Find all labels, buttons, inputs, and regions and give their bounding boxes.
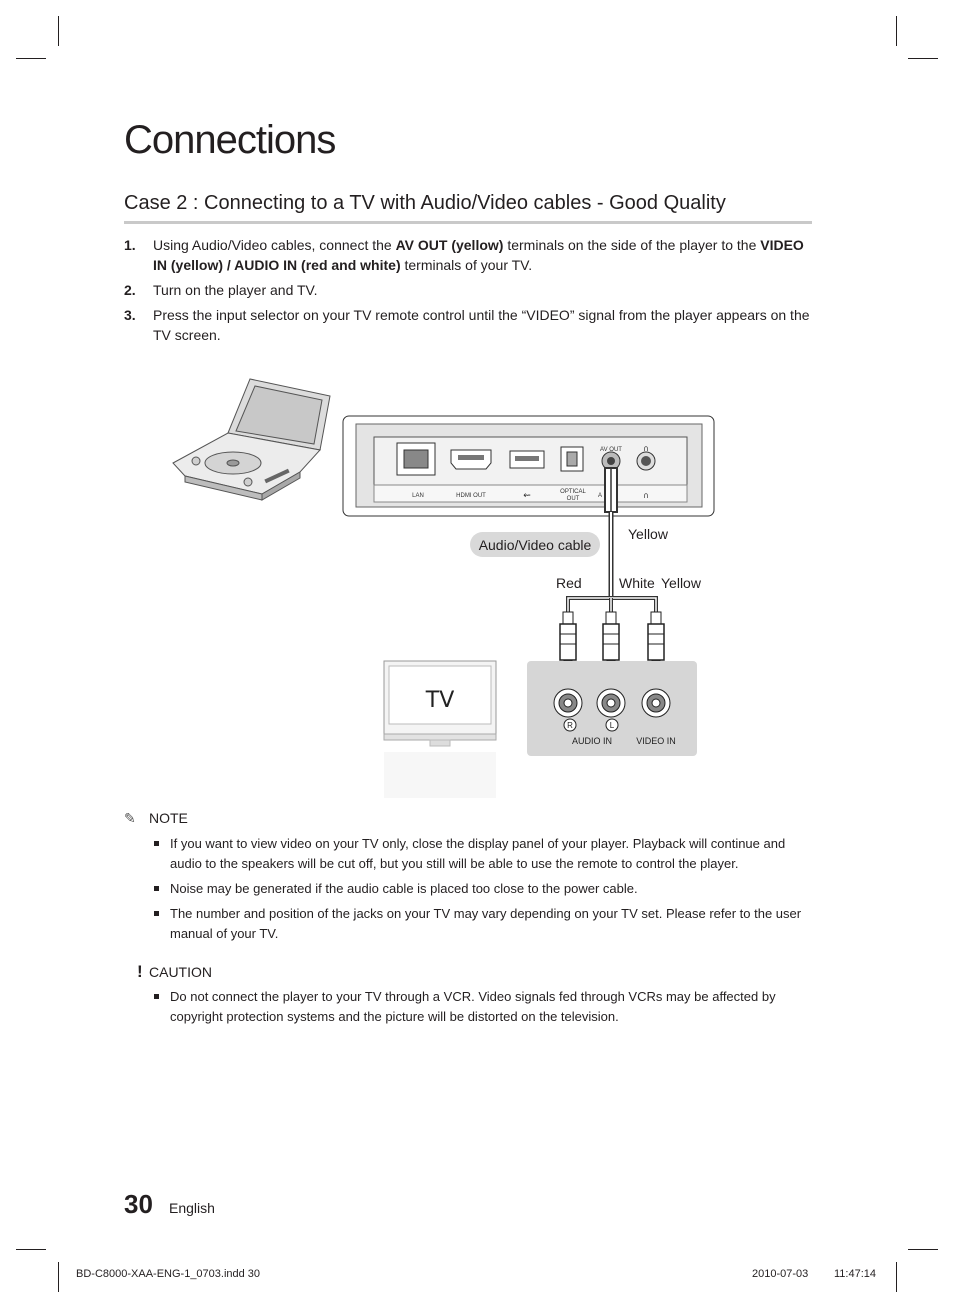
slug-file: BD-C8000-XAA-ENG-1_0703.indd 30 bbox=[76, 1268, 261, 1280]
note-list bbox=[152, 834, 814, 949]
page-number: 30 bbox=[124, 1189, 153, 1219]
step-number: 2. bbox=[124, 282, 136, 298]
caution-item bbox=[152, 987, 814, 1027]
caution-text: Do not connect the player to your TV through a VCR. Video signals fed through VCRs may be affected by copyright protection systems and the picture will be distorted on the television. bbox=[170, 989, 776, 1024]
crop-mark bbox=[58, 16, 59, 46]
video-in-label: VIDEO IN bbox=[636, 736, 676, 746]
crop-mark bbox=[16, 58, 46, 59]
caution-heading bbox=[124, 962, 212, 982]
red-label: Red bbox=[556, 575, 582, 591]
step-number: 1. bbox=[124, 237, 136, 253]
av-partial-label: A bbox=[597, 493, 603, 499]
crop-mark bbox=[16, 1249, 46, 1250]
left-channel-mark: L bbox=[609, 721, 615, 730]
step-bold-text: AV OUT (yellow) bbox=[395, 237, 504, 253]
port-label: HDMI OUT bbox=[456, 493, 486, 499]
yellow-label: Yellow bbox=[661, 575, 701, 591]
note-text: If you want to view video on your TV only, close the display panel of your player. Playback will continue and audio to the speakers will be cut off, but you still will be able to use the remote to control the player. bbox=[170, 836, 786, 871]
instruction-steps bbox=[124, 235, 814, 350]
step-2 bbox=[124, 280, 814, 300]
crop-mark bbox=[908, 1249, 938, 1250]
caution-list bbox=[152, 987, 814, 1032]
av-out-label: AV OUT bbox=[600, 447, 622, 453]
connection-diagram bbox=[0, 360, 954, 810]
crop-mark bbox=[896, 1262, 897, 1292]
note-heading bbox=[124, 810, 188, 827]
note-title: NOTE bbox=[149, 810, 188, 826]
step-text: Turn on the player and TV. bbox=[153, 282, 318, 298]
port-label: LAN bbox=[412, 493, 424, 499]
step-text: terminals on the side of the player to the bbox=[503, 237, 761, 253]
headphone-icon: ∩ bbox=[643, 491, 649, 500]
step-number: 3. bbox=[124, 307, 136, 323]
note-item bbox=[152, 904, 814, 944]
step-text: Press the input selector on your TV remote control until the “VIDEO” signal from the player appears on the TV screen. bbox=[153, 307, 810, 343]
section-title: Case 2 : Connecting to a TV with Audio/Video cables - Good Quality bbox=[124, 192, 812, 224]
step-3 bbox=[124, 305, 814, 345]
portable-player-illustration bbox=[173, 379, 330, 500]
slug-date: 2010-07-03 bbox=[752, 1268, 809, 1280]
note-text: The number and position of the jacks on your TV may vary depending on your TV set. Please refer to the user manual of your TV. bbox=[170, 906, 802, 941]
step-text: terminals of your TV. bbox=[400, 257, 533, 273]
yellow-label-top: Yellow bbox=[628, 526, 668, 542]
slug-time: 11:47:14 bbox=[834, 1268, 877, 1280]
step-bold-text: VIDEO IN (yellow) / AUDIO IN (red and white) bbox=[153, 237, 804, 273]
exclamation-icon: ! bbox=[137, 962, 143, 981]
audio-video-cable-label: Audio/Video cable bbox=[470, 532, 600, 557]
player-rear-panel bbox=[343, 416, 714, 516]
note-item bbox=[152, 834, 814, 874]
crop-mark bbox=[58, 1262, 59, 1292]
note-text: Noise may be generated if the audio cable is placed too close to the power cable. bbox=[170, 881, 638, 896]
pencil-icon: ✎ bbox=[124, 810, 136, 826]
note-item bbox=[152, 879, 814, 899]
right-channel-mark: R bbox=[567, 721, 573, 730]
step-text: Using Audio/Video cables, connect the bbox=[153, 237, 396, 253]
tv-label: TV bbox=[425, 688, 455, 713]
tv-illustration bbox=[384, 661, 496, 798]
port-label: OUT bbox=[566, 496, 580, 502]
page-language: English bbox=[169, 1200, 215, 1216]
chapter-title: Connections bbox=[124, 118, 336, 162]
tv-input-panel bbox=[527, 661, 697, 756]
audio-in-label: AUDIO IN bbox=[571, 736, 613, 746]
crop-mark bbox=[908, 58, 938, 59]
port-label: OPTICAL bbox=[560, 489, 586, 495]
headphone-icon: ∩ bbox=[643, 444, 649, 453]
crop-mark bbox=[896, 16, 897, 46]
caution-title: CAUTION bbox=[149, 964, 212, 980]
step-1 bbox=[124, 235, 814, 275]
white-label: White bbox=[619, 575, 655, 591]
usb-symbol-icon: ⇜ bbox=[523, 491, 531, 501]
